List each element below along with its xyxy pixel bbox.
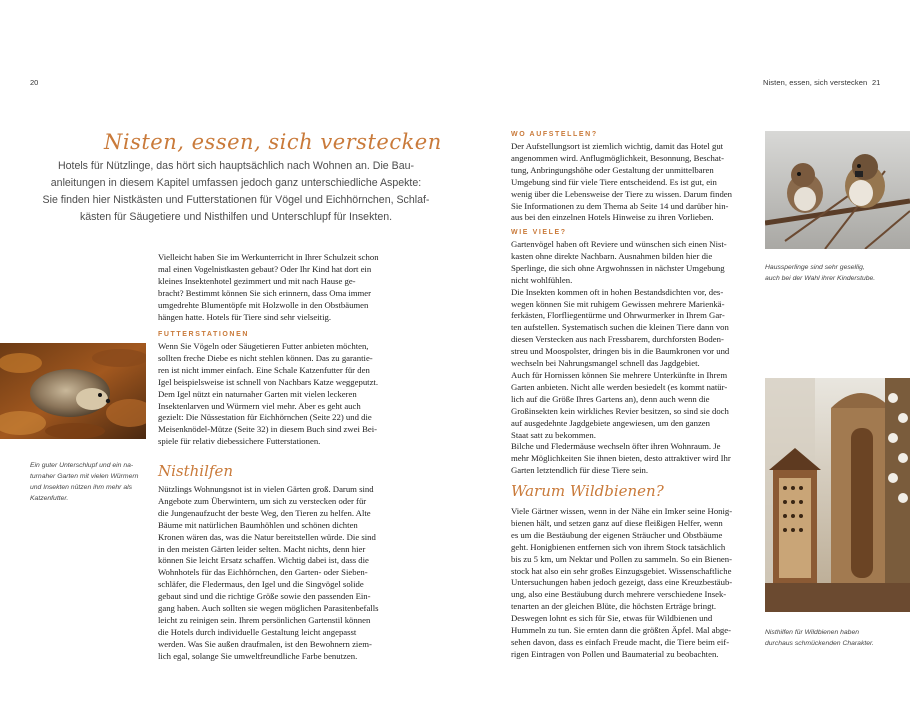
chapter-title: Nisten, essen, sich verstecken bbox=[104, 130, 442, 154]
page-number-left: 20 bbox=[30, 78, 39, 87]
body-line: es um die Bestäubung der eigenen Sträucher und Obstbäume bbox=[511, 529, 723, 540]
body-line: die Hotels durch individuelle Gestaltung leicht angepasst bbox=[158, 626, 357, 637]
body-line: mal einen Vogelnistkasten gebaut? Oder Ihr Kind hat dort ein bbox=[158, 263, 372, 274]
body-line: geht. Honigbienen entfernen sich von ihrem Stock tatsächlich bbox=[511, 541, 726, 552]
body-line: Die Insekten kommen oft in hohen Bestandsdichten vor, des- bbox=[511, 286, 724, 297]
body-line: Garten anbieten. Nicht alle werden besiedelt (es kommt natür- bbox=[511, 381, 728, 392]
body-line: aus bei den einzelnen Hotels Hinweise zu ihren Vorlieben. bbox=[511, 212, 714, 223]
body-line: angenommen wird. Anflugmöglichkeit, Besonnung, Beschat- bbox=[511, 152, 725, 163]
body-line: können Sie leicht Ersatz schaffen. Wichtig dabei ist, dass die bbox=[158, 555, 369, 566]
body-line: nicht wohlfühlen. bbox=[511, 274, 573, 285]
heading-warum-wildbienen: Warum Wildbienen? bbox=[511, 482, 664, 500]
caption-line: Nisthilfen für Wildbienen haben bbox=[765, 629, 860, 636]
nisthilfen-paragraph bbox=[158, 484, 408, 663]
body-line: bis zu 5 km, um Nektar und Pollen zu sammeln. So ein Bienen- bbox=[511, 553, 733, 564]
body-line: tung, Anbringungshöhe oder Gestaltung der unmittelbaren bbox=[511, 164, 714, 175]
futterstationen-paragraph bbox=[158, 341, 408, 448]
body-line: gebaut sind und die richtige Größe sowie den passenden Ein- bbox=[158, 591, 371, 602]
hedgehog-photo bbox=[0, 343, 146, 439]
body-line: rigen Eintragen von Pollen und Baumaterial zu beobachten. bbox=[511, 648, 719, 659]
body-line: die Jungenaufzucht der beste Weg, den Tieren zu helfen. Alte bbox=[158, 507, 371, 518]
body-line: Angebote zum Überwintern, um sich zu verstecken oder für bbox=[158, 495, 367, 506]
intro-line: kästen für Säugetiere und Nisthilfen und Unterschlupf für Insekten. bbox=[79, 211, 393, 223]
body-line: gang haben. Auch sollten sie wegen möglichen Parasitenbefalls bbox=[158, 603, 379, 614]
heading-futterstationen: FUTTERSTATIONEN bbox=[158, 331, 250, 338]
body-line: Insektenlarven und Würmern viel mehr. Aber es geht auch bbox=[158, 400, 361, 411]
sparrows-photo bbox=[765, 131, 910, 249]
body-line: kleines Insektenhotel gezimmert und mit nach Hause ge- bbox=[158, 275, 356, 286]
body-line: Auch für Hornissen können Sie mehrere Unterkünfte in Ihrem bbox=[511, 369, 728, 380]
body-line: sollten freche Diebe es nicht stehlen können. Das zu garantie- bbox=[158, 352, 373, 363]
insect-hotel-image bbox=[765, 378, 910, 612]
heading-wie-viele: WIE VIELE? bbox=[511, 229, 567, 236]
body-line: wechseln bei Nahrungsmangel schnell das Jagdgebiet. bbox=[511, 358, 700, 369]
body-line: ren ist nicht immer einfach. Eine Schale Katzenfutter für den bbox=[158, 364, 370, 375]
hedgehog-image bbox=[0, 343, 146, 439]
body-line: Hummeln zu tun. Sie ernten dann die größten Äpfel. Mal abge- bbox=[511, 625, 732, 636]
caption-insect-hotel bbox=[765, 627, 905, 649]
body-line: Viele Gärtner wissen, wenn in der Nähe ein Imker seine Honig- bbox=[511, 506, 733, 516]
body-line: Nützlings Wohnungsnot ist in vielen Gärten groß. Darum sind bbox=[158, 484, 374, 494]
body-line: kasten ohne direkte Nachbarn. Ausnahmen bilden hier die bbox=[511, 250, 713, 261]
body-line: ferkästen, Florfliegentürme und Ohrwurmerker in Ihrem Gar- bbox=[511, 310, 725, 321]
body-line: streu und Moospolster, dringen bis in die Baumkronen vor und bbox=[511, 346, 730, 357]
body-line: leicht zu reinigen sein. Ihrem persönlichen Gartenstil können bbox=[158, 614, 371, 625]
intro-line: anleitungen in diesem Kapitel umfassen jedoch ganz unterschiedliche Aspekte: bbox=[50, 177, 422, 189]
body-line: umgedrehte Blumentöpfe mit Holzwolle in den Obstbäumen bbox=[158, 299, 369, 310]
intro-line: Sie finden hier Nistkästen und Futterstationen für Vögel und Eichhörnchen, Schlaf- bbox=[42, 194, 430, 206]
caption-line: Katzenfutter. bbox=[30, 495, 69, 502]
wo-aufstellen-paragraph bbox=[511, 141, 756, 224]
body-line: lich auf die Größe Ihres Gartens an), denn auch wenn die bbox=[511, 393, 710, 404]
sparrows-image bbox=[765, 131, 910, 249]
page-number-right: 21 bbox=[872, 78, 881, 87]
body-line: wenig über die Lebensweise der Tiere zu wissen. Darum finden bbox=[511, 188, 732, 199]
body-line: sehen davon, dass es einfach Freude macht, die Tiere beim eif- bbox=[511, 636, 730, 647]
body-line: ung, also eine Bestäubung durch mehrere verschiedene Insek- bbox=[511, 589, 727, 600]
body-line: Meisenknödel-Mütze (Seite 32) in diesem Buch sind zwei Bei- bbox=[158, 424, 378, 435]
body-line: Wohnhotels für das Eichhörnchen, den Garten- oder Sieben- bbox=[158, 567, 368, 578]
body-line: lich egal, solange Sie umweltfreundliche Farbe benutzen. bbox=[158, 650, 358, 661]
body-line: diesen Verstecken aus nach Fressbarem, durchforsten Boden- bbox=[511, 334, 724, 345]
body-line: Wenn Sie Vögeln oder Säugetieren Futter anbieten möchten, bbox=[158, 341, 369, 351]
body-line: Deswegen lohnt es sich für Sie, etwas für Wildbienen und bbox=[511, 613, 713, 624]
body-line: Untersuchungen haben jedoch gezeigt, dass eine Kreuzbestäub- bbox=[511, 577, 733, 588]
body-line: Der Aufstellungsort ist ziemlich wichtig, damit das Hotel gut bbox=[511, 141, 724, 151]
body-line: Vielleicht haben Sie im Werkunterricht in Ihrer Schulzeit schon bbox=[158, 252, 379, 262]
insect-hotel-photo bbox=[765, 378, 910, 612]
caption-line: turnaher Garten mit vielen Würmern bbox=[30, 473, 139, 480]
body-line: gezielt: Die Nüssestation für Eichhörnchen (Seite 22) und die bbox=[158, 412, 372, 423]
caption-line: auch bei der Wahl ihrer Kinderstube. bbox=[765, 275, 876, 282]
wie-viele-paragraph bbox=[511, 239, 756, 477]
caption-line: und Insekten nützen ihm mehr als bbox=[30, 484, 133, 491]
body-line: hängen hatte. Hotels für Tiere sind sehr vielseitig. bbox=[158, 311, 331, 322]
body-line: ten aufstellen. Systematisch suchen die kleinen Tiere dann von bbox=[511, 322, 729, 333]
body-line: stock hat also ein sehr großes Einzugsgebiet. Wissenschaftliche bbox=[511, 565, 732, 576]
caption-line: Haussperlinge sind sehr gesellig, bbox=[765, 264, 865, 271]
body-line: Großinsekten kein wirkliches Revier besitzen, so sind sie doch bbox=[511, 405, 729, 416]
body-line: bienen hält, und setzen ganz auf diese fleißigen Helfer, wenn bbox=[511, 517, 723, 528]
body-line: spiele für relativ diebessichere Futterstationen. bbox=[158, 436, 321, 447]
body-line: Bäume mit natürlichen Baumhöhlen und schönen dichten bbox=[158, 519, 358, 530]
body-line: mehr Möglichkeiten Sie ihnen bieten, desto attraktiver wird Ihr bbox=[511, 453, 731, 464]
body-line: tenarten an der gleichen Blüte, die höchsten Erträge bringt. bbox=[511, 601, 717, 612]
body-line: Bilche und Fledermäuse wechseln öfter ihren Wohnraum. Je bbox=[511, 441, 721, 452]
body-line: wegen können Sie mit ruhigem Gewissen mehrere Marienkä- bbox=[511, 298, 725, 309]
body-line: Gartenvögel haben oft Reviere und wünschen sich einen Nist- bbox=[511, 239, 727, 249]
body-line: Igel beispielsweise ist schnell von Nachbars Katze weggeputzt. bbox=[158, 376, 379, 387]
body-line: werden. Was Sie außen draufmalen, ist den Bewohnern ziem- bbox=[158, 638, 372, 649]
caption-sparrows bbox=[765, 262, 905, 284]
running-head: Nisten, essen, sich verstecken bbox=[763, 78, 868, 87]
left-intro-paragraph bbox=[158, 252, 408, 323]
body-line: schläfer, die Fledermaus, den Igel und die Singvögel solide bbox=[158, 579, 364, 590]
caption-line: durchaus schmückenden Charakter. bbox=[765, 640, 874, 647]
wildbienen-paragraph bbox=[511, 506, 756, 661]
body-line: Garten letztendlich für diese Tiere sein. bbox=[511, 465, 649, 476]
heading-nisthilfen: Nisthilfen bbox=[158, 462, 233, 480]
body-line: Kronen wären das, was die Natur bereitstellen würde. Die sind bbox=[158, 531, 376, 542]
body-line: Dem Igel nützt ein naturnaher Garten mit vielen leckeren bbox=[158, 388, 357, 399]
body-line: auf ausgedehnte Jagdgebiete angewiesen, um den ganzen bbox=[511, 417, 711, 428]
caption-line: Ein guter Unterschlupf und ein na- bbox=[30, 462, 134, 469]
body-line: Sie Informationen zu dem Thema ab Seite 14 und darüber hin- bbox=[511, 200, 729, 211]
body-line: Staat satt zu bekommen. bbox=[511, 429, 596, 440]
body-line: Sperlinge, die sich ohne Argwohnssen in nächster Umgebung bbox=[511, 262, 725, 273]
chapter-intro bbox=[28, 158, 444, 226]
intro-line: Hotels für Nützlinge, das hört sich hauptsächlich nach Wohnen an. Die Bau- bbox=[57, 160, 415, 172]
caption-hedgehog bbox=[30, 460, 150, 504]
body-line: in den meisten Gärten leider selten. Macht nichts, denn hier bbox=[158, 543, 366, 554]
body-line: Umgebung sind für viele Tiere entscheidend. Es ist gut, ein bbox=[511, 176, 717, 187]
body-line: bracht? Bestimmt können Sie sich erinnern, dass Oma immer bbox=[158, 287, 372, 298]
heading-wo-aufstellen: WO AUFSTELLEN? bbox=[511, 131, 598, 138]
